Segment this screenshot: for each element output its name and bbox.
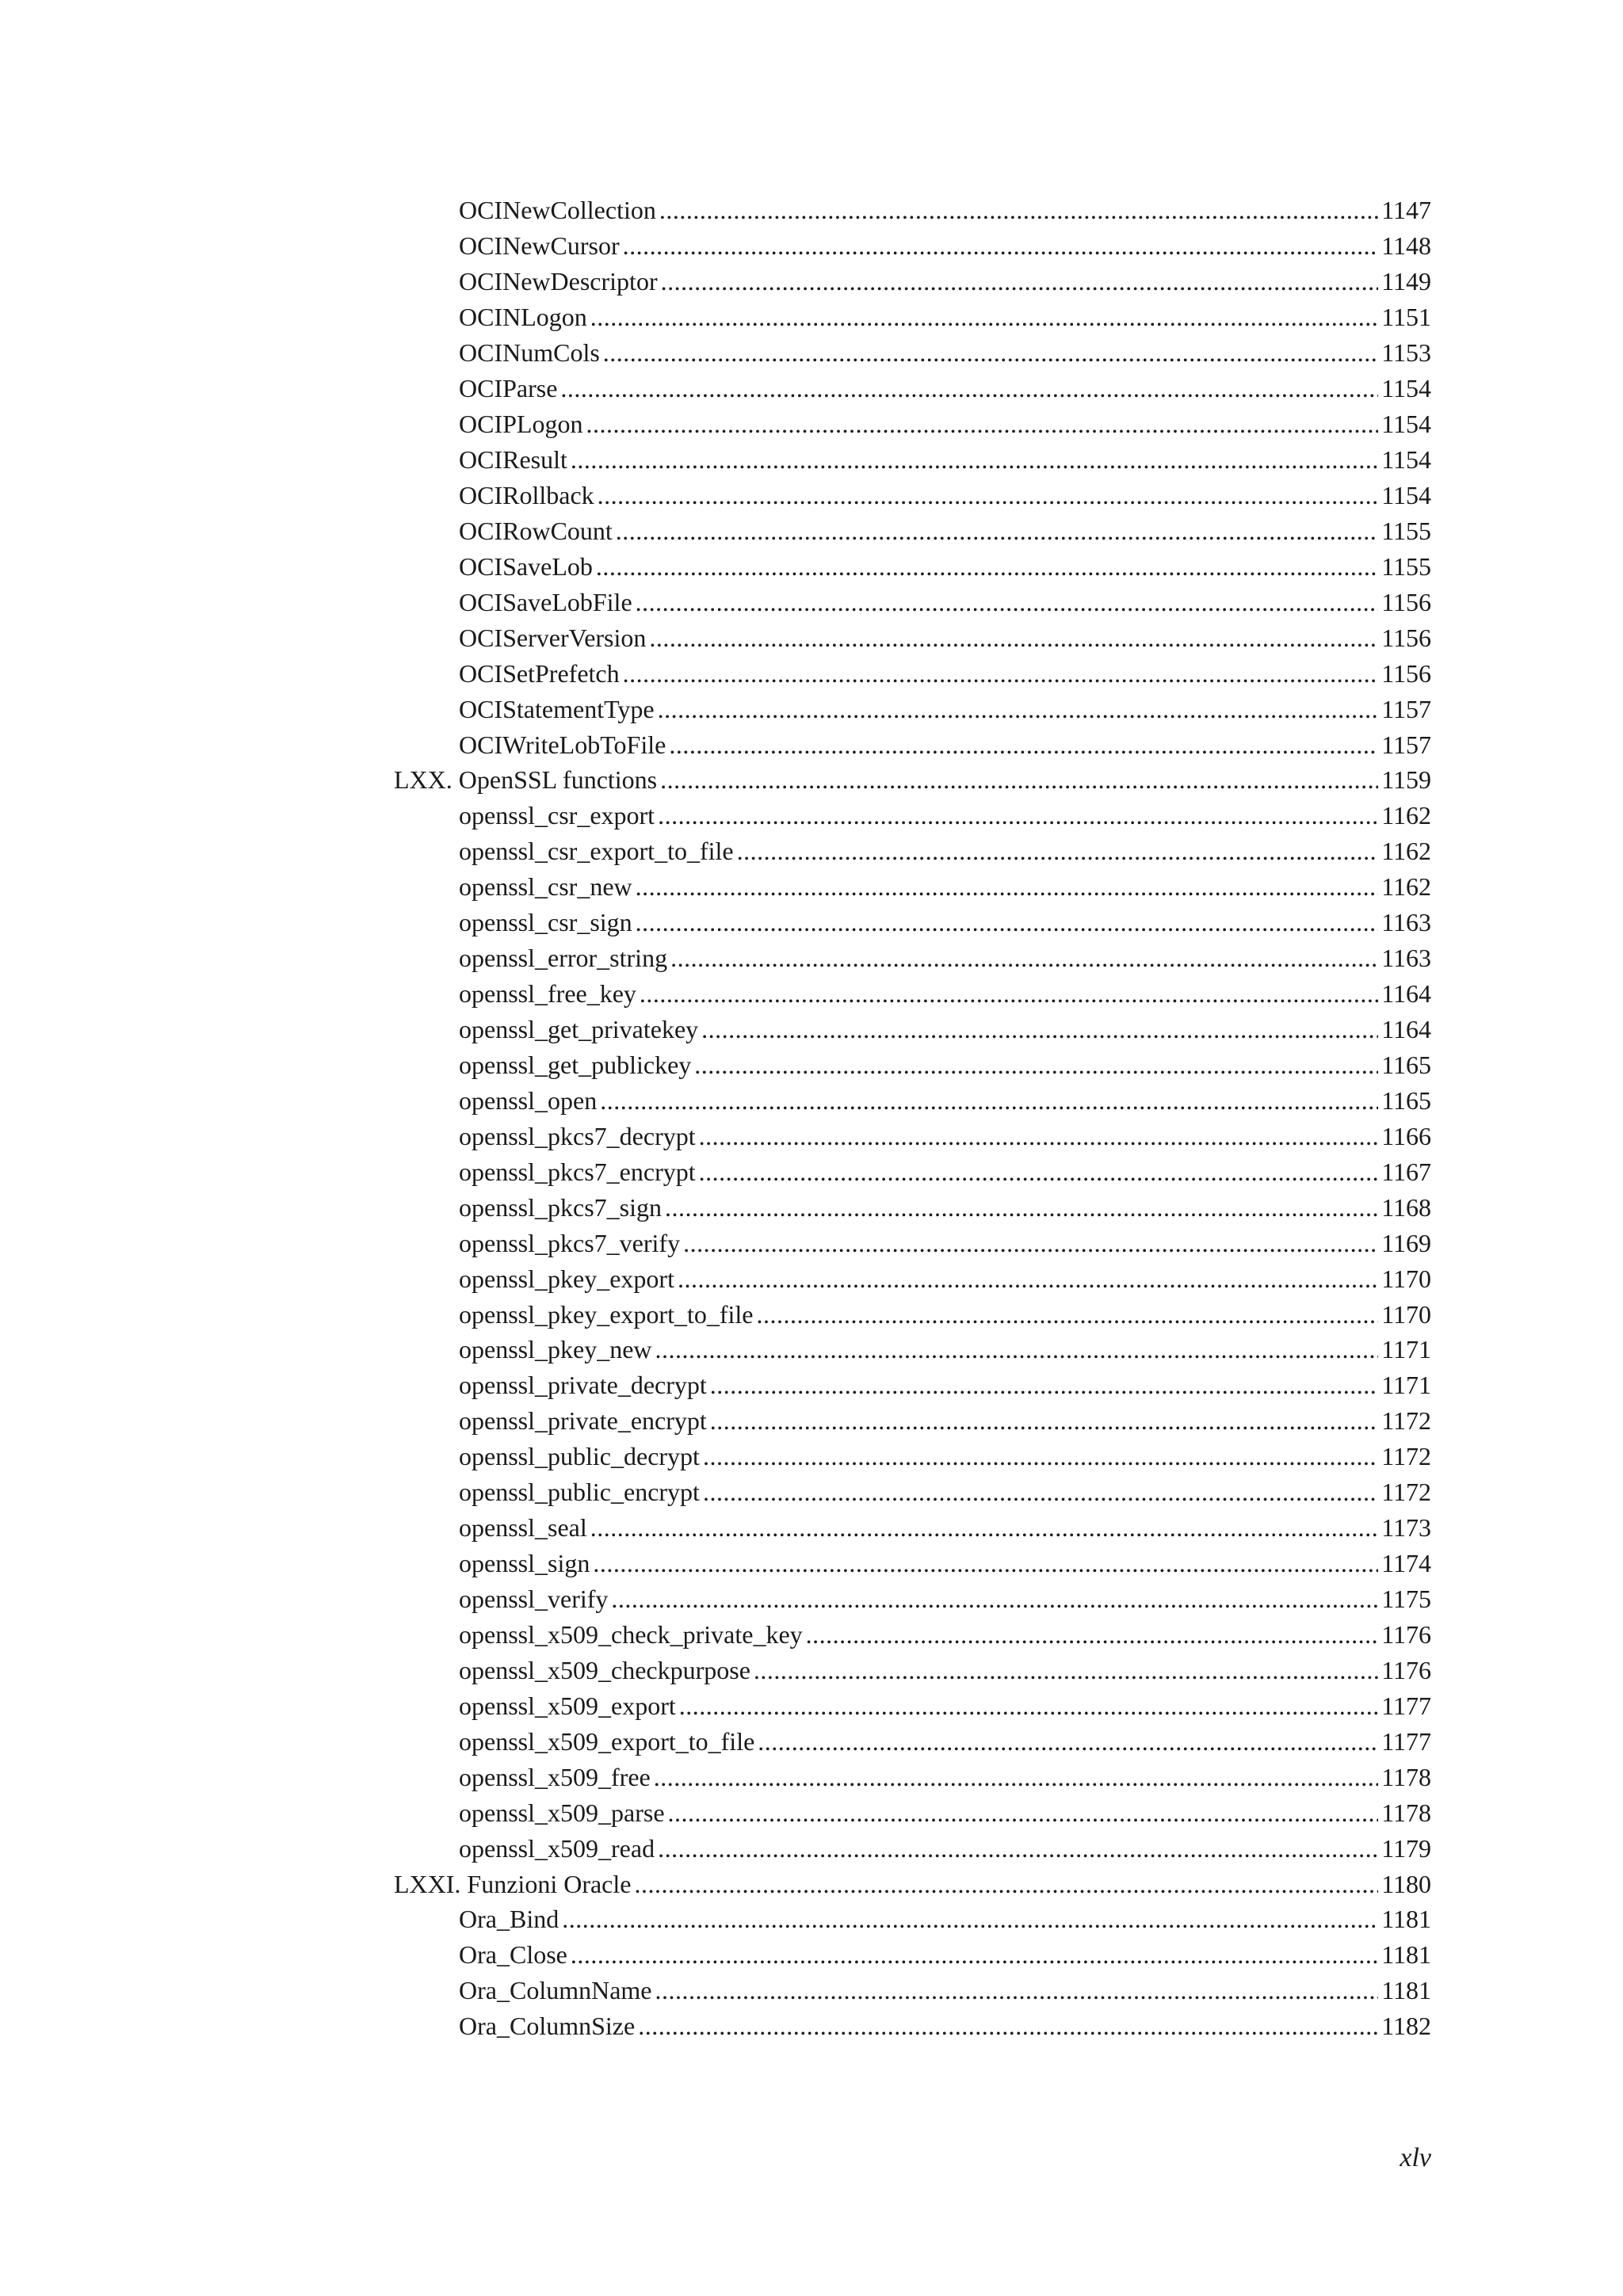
toc-entry-title: openssl_x509_read xyxy=(459,1833,655,1863)
toc-entry-page: 1175 xyxy=(1381,1585,1431,1614)
toc-entry[interactable] xyxy=(0,1118,1623,1154)
dot-leader xyxy=(616,513,1378,548)
dot-leader xyxy=(655,1332,1379,1367)
toc-entry[interactable] xyxy=(0,1403,1623,1439)
toc-entry-title: OCIServerVersion xyxy=(459,623,647,652)
dot-leader xyxy=(668,1795,1379,1830)
dot-leader xyxy=(658,1831,1378,1866)
toc-chapter-entry[interactable] xyxy=(0,1866,1623,1901)
dot-leader xyxy=(683,1226,1378,1261)
dot-leader xyxy=(638,2008,1378,2043)
toc-entry[interactable] xyxy=(0,264,1623,299)
toc-entry-page: 1164 xyxy=(1381,979,1431,1009)
dot-leader xyxy=(710,1403,1378,1438)
dot-leader xyxy=(694,1047,1378,1082)
toc-entry-title: OCINewCursor xyxy=(459,231,620,261)
toc-entry[interactable] xyxy=(0,1154,1623,1189)
toc-entry-page: 1172 xyxy=(1381,1406,1431,1436)
dot-leader xyxy=(699,1119,1379,1154)
dot-leader xyxy=(758,1724,1378,1759)
toc-entry-title: openssl_private_encrypt xyxy=(459,1406,707,1436)
toc-entry[interactable] xyxy=(0,976,1623,1012)
dot-leader xyxy=(710,1367,1378,1402)
dot-leader xyxy=(669,727,1378,762)
toc-entry-page: 1156 xyxy=(1381,658,1431,688)
toc-entry[interactable] xyxy=(0,1047,1623,1083)
toc-entry-page: 1148 xyxy=(1381,231,1431,261)
toc-entry-title: OCISetPrefetch xyxy=(459,658,620,688)
toc-entry[interactable] xyxy=(0,1937,1623,1973)
toc-entry-page: 1154 xyxy=(1381,410,1431,439)
toc-entry-page: 1173 xyxy=(1381,1513,1431,1543)
toc-entry[interactable] xyxy=(0,442,1623,478)
toc-entry-page: 1164 xyxy=(1381,1015,1431,1044)
toc-entry-page: 1176 xyxy=(1381,1619,1431,1649)
toc-entry-page: 1162 xyxy=(1381,837,1431,866)
toc-entry[interactable] xyxy=(0,548,1623,584)
dot-leader xyxy=(598,478,1379,513)
dot-leader xyxy=(658,798,1378,833)
toc-entry-page: 1177 xyxy=(1381,1726,1431,1756)
dot-leader xyxy=(737,833,1379,868)
toc-entry-title: openssl_verify xyxy=(459,1585,609,1614)
dot-leader xyxy=(754,1653,1378,1688)
toc-entry-title: openssl_seal xyxy=(459,1513,587,1543)
dot-leader xyxy=(600,1083,1378,1118)
toc-entry-title: openssl_csr_new xyxy=(459,872,632,902)
toc-entry-title: OCINumCols xyxy=(459,338,600,368)
toc-entry-title: openssl_pkey_export_to_file xyxy=(459,1299,754,1329)
toc-entry-title: openssl_x509_export_to_file xyxy=(459,1726,755,1756)
toc-entry-title: OCIStatementType xyxy=(459,694,655,723)
dot-leader xyxy=(658,692,1379,727)
toc-entry[interactable] xyxy=(0,1225,1623,1261)
toc-entry-page: 1165 xyxy=(1381,1050,1431,1079)
dot-leader xyxy=(660,762,1378,797)
toc-entry-title: OCIWriteLobToFile xyxy=(459,730,666,759)
toc-entry[interactable] xyxy=(0,1723,1623,1759)
toc-entry-page: 1157 xyxy=(1381,730,1431,759)
toc-entry[interactable] xyxy=(0,940,1623,976)
dot-leader xyxy=(701,1012,1378,1047)
toc-entry-title: openssl_x509_parse xyxy=(459,1798,665,1827)
toc-entry[interactable] xyxy=(0,1973,1623,2008)
toc-entry[interactable] xyxy=(0,1332,1623,1367)
toc-entry[interactable] xyxy=(0,228,1623,264)
dot-leader xyxy=(670,940,1378,975)
toc-entry[interactable] xyxy=(0,1830,1623,1866)
dot-leader xyxy=(756,1297,1378,1332)
toc-entry-title: OCIRollback xyxy=(459,480,594,509)
toc-entry-title: Ora_Close xyxy=(459,1940,567,1970)
toc-entry-title: openssl_open xyxy=(459,1085,598,1115)
toc-entry-page: 1179 xyxy=(1381,1833,1431,1863)
dot-leader xyxy=(703,1439,1378,1474)
toc-entry-page: 1171 xyxy=(1381,1371,1431,1400)
dot-leader xyxy=(636,585,1379,620)
toc-entry[interactable] xyxy=(0,620,1623,655)
toc-entry-title: OCIResult xyxy=(459,445,567,475)
toc-entry-title: openssl_x509_checkpurpose xyxy=(459,1655,750,1684)
toc-entry-page: 1172 xyxy=(1381,1442,1431,1471)
dot-leader xyxy=(634,1867,1378,1901)
toc-entry[interactable] xyxy=(0,406,1623,442)
toc-entry[interactable] xyxy=(0,1012,1623,1047)
table-of-contents xyxy=(0,193,1623,2044)
dot-leader xyxy=(636,869,1379,904)
toc-entry[interactable] xyxy=(0,478,1623,513)
dot-leader xyxy=(655,1973,1379,2008)
toc-entry-title: Ora_ColumnSize xyxy=(459,2012,636,2041)
dot-leader xyxy=(623,228,1379,263)
toc-entry-page: 1156 xyxy=(1381,587,1431,616)
dot-leader xyxy=(678,1261,1378,1296)
toc-entry-page: 1155 xyxy=(1381,551,1431,581)
toc-entry-title: openssl_get_publickey xyxy=(459,1050,692,1079)
toc-entry-page: 1151 xyxy=(1381,303,1431,332)
toc-entry[interactable] xyxy=(0,335,1623,371)
toc-entry-title: openssl_error_string xyxy=(459,944,668,973)
toc-entry-page: 1182 xyxy=(1381,2012,1431,2041)
dot-leader xyxy=(661,264,1379,299)
toc-entry-title: openssl_free_key xyxy=(459,979,636,1009)
toc-entry-title: OCISaveLob xyxy=(459,551,593,581)
toc-entry-title: OCIRowCount xyxy=(459,516,613,545)
dot-leader xyxy=(636,905,1379,940)
dot-leader xyxy=(699,1154,1379,1189)
toc-entry-page: 1180 xyxy=(1381,1869,1431,1898)
toc-entry-title: openssl_public_encrypt xyxy=(459,1478,700,1507)
toc-entry-page: 1169 xyxy=(1381,1228,1431,1257)
dot-leader xyxy=(665,1190,1378,1225)
toc-entry-page: 1166 xyxy=(1381,1121,1431,1150)
dot-leader xyxy=(679,1688,1378,1723)
toc-entry-title: openssl_pkcs7_sign xyxy=(459,1192,662,1222)
toc-entry-title: openssl_csr_export xyxy=(459,801,655,830)
toc-entry-title: OCISaveLobFile xyxy=(459,587,632,616)
toc-entry-title: OCIPLogon xyxy=(459,410,583,439)
toc-entry[interactable] xyxy=(0,691,1623,727)
toc-entry-title: openssl_csr_export_to_file xyxy=(459,837,734,866)
toc-entry-title: openssl_pkey_export xyxy=(459,1264,674,1293)
toc-entry[interactable] xyxy=(0,833,1623,869)
toc-entry-page: 1155 xyxy=(1381,516,1431,545)
toc-entry-title: LXX. OpenSSL functions xyxy=(394,765,658,795)
toc-entry-title: openssl_private_decrypt xyxy=(459,1371,707,1400)
toc-entry[interactable] xyxy=(0,655,1623,691)
toc-entry[interactable] xyxy=(0,1474,1623,1510)
toc-entry-page: 1181 xyxy=(1381,1940,1431,1970)
toc-entry[interactable] xyxy=(0,513,1623,548)
dot-leader xyxy=(703,1474,1378,1509)
toc-entry-title: openssl_pkcs7_verify xyxy=(459,1228,681,1257)
toc-entry[interactable] xyxy=(0,905,1623,940)
toc-entry[interactable] xyxy=(0,584,1623,620)
toc-entry-title: openssl_x509_export xyxy=(459,1691,676,1720)
dot-leader xyxy=(623,656,1379,691)
toc-entry-page: 1168 xyxy=(1381,1192,1431,1222)
dot-leader xyxy=(586,406,1378,441)
toc-entry[interactable] xyxy=(0,727,1623,762)
toc-entry-title: openssl_get_privatekey xyxy=(459,1015,699,1044)
dot-leader xyxy=(590,299,1378,334)
dot-leader xyxy=(571,1937,1378,1972)
toc-entry[interactable] xyxy=(0,1901,1623,1937)
dot-leader xyxy=(590,1510,1378,1545)
toc-entry-page: 1163 xyxy=(1381,944,1431,973)
dot-leader xyxy=(659,193,1378,227)
dot-leader xyxy=(806,1617,1379,1652)
toc-entry-title: OCINLogon xyxy=(459,303,587,332)
toc-entry[interactable] xyxy=(0,1189,1623,1225)
toc-entry-title: openssl_csr_sign xyxy=(459,908,632,937)
toc-entry-title: openssl_pkcs7_decrypt xyxy=(459,1121,696,1150)
toc-entry-title: openssl_pkey_new xyxy=(459,1335,652,1364)
dot-leader xyxy=(571,442,1378,477)
toc-entry-page: 1177 xyxy=(1381,1691,1431,1720)
toc-chapter-entry[interactable] xyxy=(0,762,1623,798)
toc-entry[interactable] xyxy=(0,1367,1623,1403)
toc-entry-page: 1172 xyxy=(1381,1478,1431,1507)
toc-entry[interactable] xyxy=(0,1439,1623,1474)
toc-entry-title: openssl_public_decrypt xyxy=(459,1442,700,1471)
toc-entry-title: openssl_x509_check_private_key xyxy=(459,1619,803,1649)
toc-entry-title: Ora_ColumnName xyxy=(459,1976,652,2005)
toc-entry[interactable] xyxy=(0,1546,1623,1581)
toc-entry-page: 1178 xyxy=(1381,1798,1431,1827)
toc-entry-title: openssl_sign xyxy=(459,1549,590,1578)
toc-entry[interactable] xyxy=(0,869,1623,905)
dot-leader xyxy=(596,549,1378,584)
toc-entry-page: 1163 xyxy=(1381,908,1431,937)
dot-leader xyxy=(593,1546,1378,1581)
toc-entry[interactable] xyxy=(0,1261,1623,1296)
toc-entry-page: 1170 xyxy=(1381,1264,1431,1293)
toc-entry-page: 1154 xyxy=(1381,480,1431,509)
toc-entry-page: 1174 xyxy=(1381,1549,1431,1578)
toc-entry-page: 1153 xyxy=(1381,338,1431,368)
toc-entry[interactable] xyxy=(0,1082,1623,1118)
toc-entry-page: 1167 xyxy=(1381,1157,1431,1186)
toc-entry-title: openssl_x509_free xyxy=(459,1762,651,1791)
toc-entry-title: OCINewCollection xyxy=(459,196,656,225)
toc-entry[interactable] xyxy=(0,193,1623,228)
toc-entry-page: 1157 xyxy=(1381,694,1431,723)
toc-entry-title: Ora_Bind xyxy=(459,1905,559,1934)
toc-entry-title: LXXI. Funzioni Oracle xyxy=(394,1869,632,1898)
toc-entry[interactable] xyxy=(0,1688,1623,1723)
toc-entry[interactable] xyxy=(0,1759,1623,1794)
toc-entry-page: 1170 xyxy=(1381,1299,1431,1329)
toc-entry-page: 1181 xyxy=(1381,1905,1431,1934)
toc-entry-page: 1178 xyxy=(1381,1762,1431,1791)
toc-entry[interactable] xyxy=(0,798,1623,833)
dot-leader xyxy=(611,1581,1378,1616)
toc-entry-page: 1156 xyxy=(1381,623,1431,652)
toc-entry[interactable] xyxy=(0,1794,1623,1830)
toc-entry-page: 1171 xyxy=(1381,1335,1431,1364)
toc-entry-page: 1154 xyxy=(1381,445,1431,475)
toc-entry[interactable] xyxy=(0,1652,1623,1688)
toc-entry-page: 1176 xyxy=(1381,1655,1431,1684)
dot-leader xyxy=(603,335,1378,370)
toc-entry-page: 1181 xyxy=(1381,1976,1431,2005)
toc-entry[interactable] xyxy=(0,1617,1623,1653)
toc-entry[interactable] xyxy=(0,1581,1623,1617)
dot-leader xyxy=(649,620,1378,655)
toc-entry-title: OCINewDescriptor xyxy=(459,267,658,296)
toc-entry-page: 1154 xyxy=(1381,374,1431,403)
dot-leader xyxy=(654,1760,1378,1794)
page-number: xlv xyxy=(1400,2143,1431,2172)
toc-entry-page: 1162 xyxy=(1381,872,1431,902)
toc-entry-title: openssl_pkcs7_encrypt xyxy=(459,1157,696,1186)
toc-entry-page: 1162 xyxy=(1381,801,1431,830)
dot-leader xyxy=(640,976,1378,1011)
dot-leader xyxy=(562,1901,1378,1936)
toc-entry[interactable] xyxy=(0,371,1623,406)
dot-leader xyxy=(560,371,1378,406)
toc-entry-page: 1147 xyxy=(1381,196,1431,225)
toc-entry[interactable] xyxy=(0,1510,1623,1546)
toc-entry-title: OCIParse xyxy=(459,374,558,403)
toc-entry[interactable] xyxy=(0,2008,1623,2044)
toc-entry-page: 1149 xyxy=(1381,267,1431,296)
toc-entry[interactable] xyxy=(0,299,1623,335)
toc-entry-page: 1159 xyxy=(1381,765,1431,795)
toc-entry-page: 1165 xyxy=(1381,1085,1431,1115)
toc-entry[interactable] xyxy=(0,1296,1623,1332)
